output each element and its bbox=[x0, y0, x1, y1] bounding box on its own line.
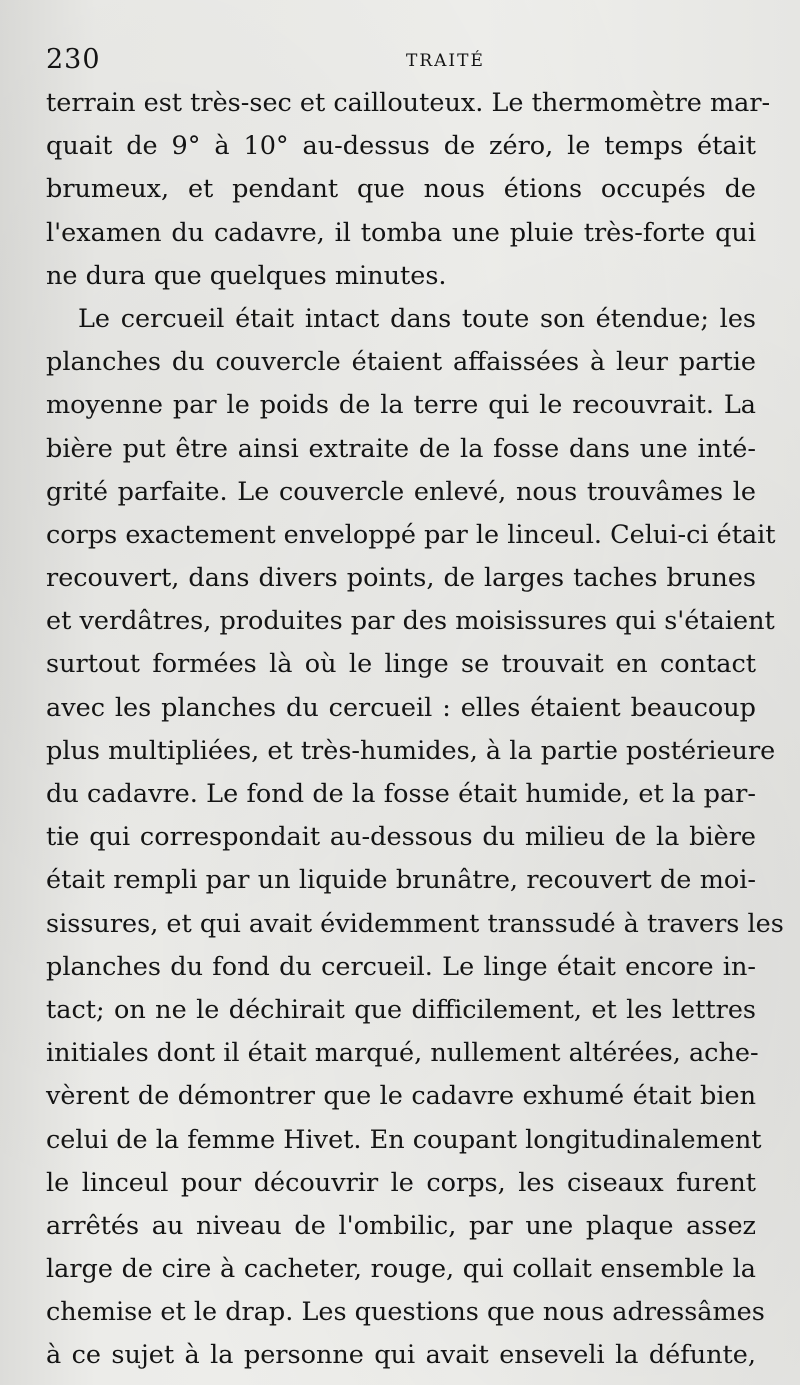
text-line: tact; on ne le déchirait que difficilement, et les lettres bbox=[46, 994, 756, 1025]
text-line: grité parfaite. Le couvercle enlevé, nous trouvâmes le bbox=[46, 476, 756, 507]
text-line: et verdâtres, produites par des moisissures qui s'étaient bbox=[46, 606, 775, 637]
text-line: sissures, et qui avait évidemment transsudé à travers les bbox=[46, 908, 784, 939]
text-line: planches du couvercle étaient affaissées à leur partie bbox=[46, 347, 756, 378]
text-line: brumeux, et pendant que nous étions occupés de bbox=[46, 174, 756, 205]
text-line: chemise et le drap. Les questions que nous adressâmes bbox=[46, 1297, 765, 1328]
text-line: surtout formées là où le linge se trouvait en contact bbox=[46, 649, 756, 680]
text-line: large de cire à cacheter, rouge, qui collait ensemble la bbox=[46, 1254, 756, 1285]
text-line: arrêtés au niveau de l'ombilic, par une plaque assez bbox=[46, 1210, 756, 1241]
text-line: moyenne par le poids de la terre qui le recouvrait. La bbox=[46, 390, 756, 421]
running-head bbox=[46, 44, 756, 78]
text-line: quait de 9° à 10° au-dessus de zéro, le temps était bbox=[46, 131, 756, 162]
text-line: bière put être ainsi extraite de la fosse dans une inté- bbox=[46, 433, 756, 464]
text-line: Le cercueil était intact dans toute son étendue; les bbox=[78, 303, 756, 334]
text-line: avec les planches du cercueil : elles étaient beaucoup bbox=[46, 692, 756, 723]
text-line: était rempli par un liquide brunâtre, recouvert de moi- bbox=[46, 865, 756, 896]
text-line: vèrent de démontrer que le cadavre exhumé était bien bbox=[46, 1081, 756, 1112]
text-line: planches du fond du cercueil. Le linge était encore in- bbox=[46, 951, 756, 982]
page-number: 230 bbox=[46, 44, 101, 75]
text-line: terrain est très-sec et caillouteux. Le thermomètre mar- bbox=[46, 88, 771, 118]
text-line: l'examen du cadavre, il tomba une pluie très-forte qui bbox=[46, 217, 756, 248]
text-line: à ce sujet à la personne qui avait enseveli la défunte, bbox=[46, 1340, 756, 1371]
text-line: ne dura que quelques minutes. bbox=[46, 260, 447, 291]
text-line: plus multipliées, et très-humides, à la partie postérieure bbox=[46, 735, 776, 766]
running-title: TRAITÉ bbox=[406, 51, 485, 71]
text-line: celui de la femme Hivet. En coupant longitudinalement bbox=[46, 1124, 762, 1155]
text-line: initiales dont il était marqué, nullement altérées, ache- bbox=[46, 1038, 759, 1069]
text-line: recouvert, dans divers points, de larges taches brunes bbox=[46, 563, 756, 594]
text-line: du cadavre. Le fond de la fosse était humide, et la par- bbox=[46, 779, 756, 809]
body-text bbox=[46, 82, 784, 1378]
text-line: corps exactement enveloppé par le linceul. Celui-ci était bbox=[46, 519, 776, 550]
text-line: le linceul pour découvrir le corps, les ciseaux furent bbox=[46, 1167, 756, 1198]
text-line: tie qui correspondait au-dessous du milieu de la bière bbox=[46, 822, 756, 853]
